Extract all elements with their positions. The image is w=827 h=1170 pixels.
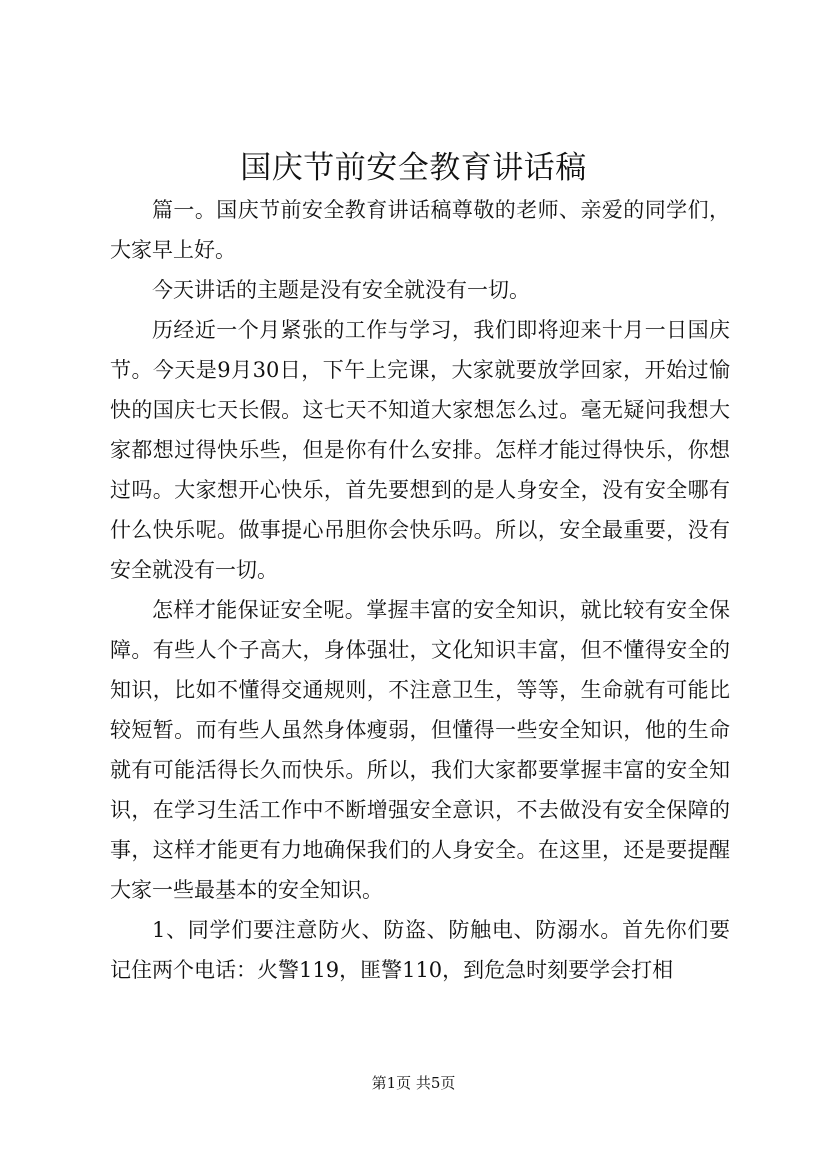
document-title: 国庆节前安全教育讲话稿 [240,150,587,186]
paragraph-5: 1、同学们要注意防火、防盗、防触电、防溺水。首先你们要记住两个电话：火警119，匪警110，到危急时刻要学会打相 [110,918,730,982]
document-body [110,190,730,990]
paragraph-1: 篇一。国庆节前安全教育讲话稿尊敬的老师、亲爱的同学们，大家早上好。 [110,198,730,262]
page-footer: 第1页 共5页 [371,1074,456,1092]
paragraph-4: 怎样才能保证安全呢。掌握丰富的安全知识，就比较有安全保障。有些人个子高大，身体强壮，文化知识丰富，但不懂得安全的知识，比如不懂得交通规则，不注意卫生，等等，生命就有可能比较短暂。而有些人虽然身体瘦弱，但懂得一些安全知识，他的生命就有可能活得长久而快乐。所以，我们大家都要掌握丰富的安全知识，在学习生活工作中不断增强安全意识，不去做没有安全保障的事，这样才能更有力地确保我们的人身安全。在这里，还是要提醒大家一些最基本的安全知识。 [110,598,730,902]
paragraph-2: 今天讲话的主题是没有安全就没有一切。 [152,278,530,302]
paragraph-3: 历经近一个月紧张的工作与学习，我们即将迎来十月一日国庆节。今天是9月30日，下午上完课，大家就要放学回家，开始过愉快的国庆七天长假。这七天不知道大家想怎么过。毫无疑问我想大家都想过得快乐些，但是你有什么安排。怎样才能过得快乐，你想过吗。大家想开心快乐，首先要想到的是人身安全，没有安全哪有什么快乐呢。做事提心吊胆你会快乐吗。所以，安全最重要，没有安全就没有一切。 [110,318,730,582]
